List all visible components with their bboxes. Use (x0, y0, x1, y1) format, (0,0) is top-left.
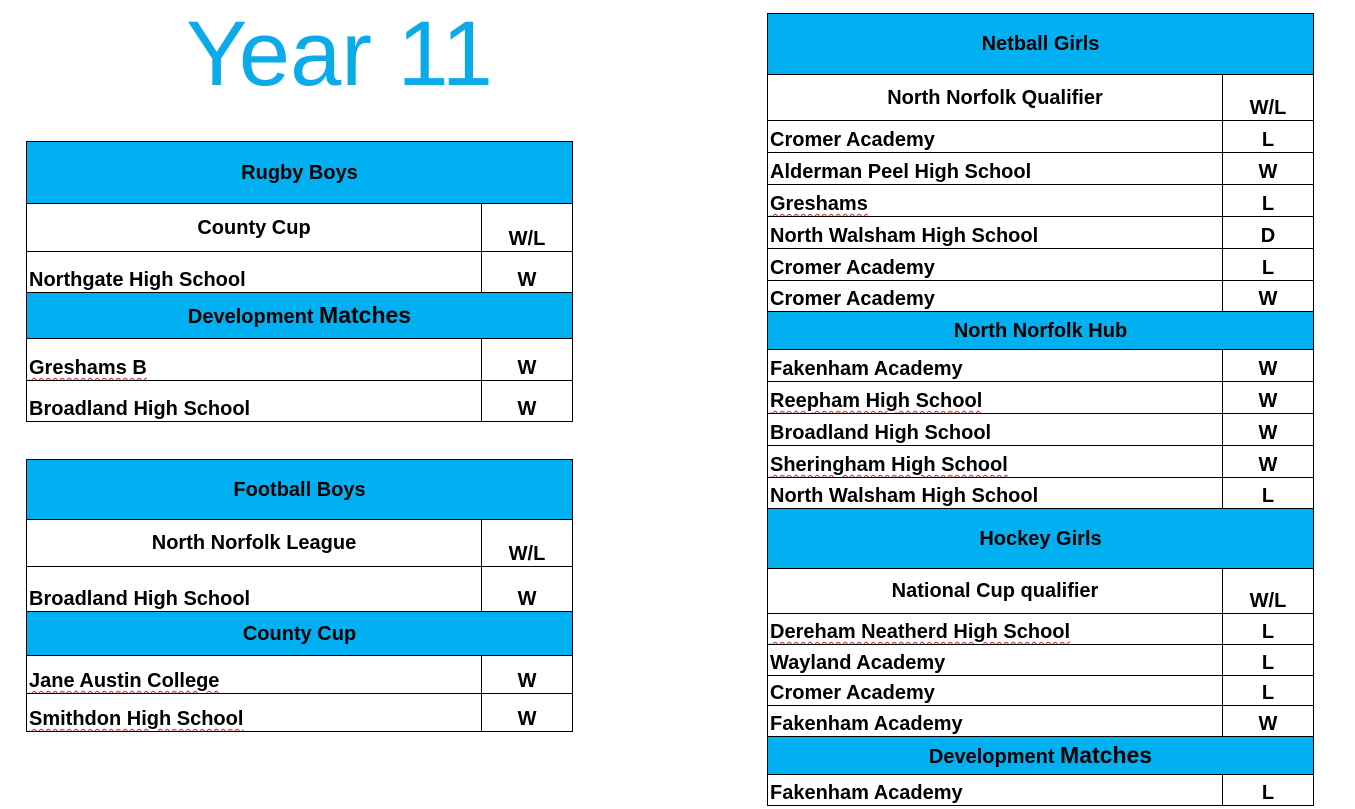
team-name: Cromer Academy (768, 249, 1223, 281)
table-row (27, 694, 573, 732)
table-row (768, 217, 1314, 249)
table-row (27, 339, 573, 381)
match-result: W (1223, 414, 1314, 446)
match-result: W (1223, 281, 1314, 312)
team-name: North Walsham High School (768, 217, 1223, 249)
table-row (768, 281, 1314, 312)
netball-competition-heading: North Norfolk Qualifier (768, 75, 1223, 121)
team-name-text: Jane Austin College (29, 670, 220, 692)
team-name: Wayland Academy (768, 645, 1223, 676)
match-result: W (1223, 446, 1314, 478)
table-row (27, 567, 573, 612)
table-row (27, 381, 573, 422)
team-name: Cromer Academy (768, 121, 1223, 153)
match-result: W (1223, 382, 1314, 414)
match-result: W (1223, 706, 1314, 737)
match-result: W (482, 381, 573, 422)
team-name-text: Smithdon High School (29, 708, 244, 730)
table-row (27, 252, 573, 293)
table-row (768, 645, 1314, 676)
football-boys-table (26, 459, 573, 732)
team-name (768, 185, 1223, 217)
rugby-boys-title: Rugby Boys (27, 142, 573, 204)
team-name: Fakenham Academy (768, 775, 1223, 806)
match-result: W (482, 339, 573, 381)
match-result: W (482, 694, 573, 732)
table-row (768, 775, 1314, 806)
team-name: Alderman Peel High School (768, 153, 1223, 185)
team-name (27, 694, 482, 732)
page-title: Year 11 (186, 3, 493, 105)
table-row (768, 185, 1314, 217)
match-result: W (482, 567, 573, 612)
team-name: Northgate High School (27, 252, 482, 293)
team-name: Broadland High School (27, 381, 482, 422)
match-result: D (1223, 217, 1314, 249)
team-name-text: Greshams (770, 193, 868, 215)
team-name: Broadland High School (768, 414, 1223, 446)
section-label-main: Development (928, 746, 1055, 768)
match-result: W (482, 656, 573, 694)
table-row (768, 414, 1314, 446)
match-result: L (1223, 676, 1314, 706)
hockey-development-heading (768, 737, 1314, 775)
table-row (768, 478, 1314, 509)
football-boys-title: Football Boys (27, 460, 573, 520)
team-name (768, 614, 1223, 645)
match-result: W (1223, 153, 1314, 185)
table-row (768, 676, 1314, 706)
rugby-development-heading (27, 293, 573, 339)
team-name: Cromer Academy (768, 676, 1223, 706)
table-row (768, 350, 1314, 382)
football-county-cup-heading: County Cup (27, 612, 573, 656)
match-result: W (482, 252, 573, 293)
table-row (768, 153, 1314, 185)
section-label-small: Matches (319, 302, 412, 328)
team-name-text: Sheringham High School (770, 454, 1008, 476)
table-row (768, 121, 1314, 153)
team-name (768, 382, 1223, 414)
girls-results-table (767, 13, 1314, 806)
table-row (768, 382, 1314, 414)
table-row (768, 706, 1314, 737)
rugby-competition-heading: County Cup (27, 204, 482, 252)
match-result: L (1223, 614, 1314, 645)
team-name (27, 339, 482, 381)
team-name: Fakenham Academy (768, 706, 1223, 737)
team-name (27, 656, 482, 694)
team-name: Cromer Academy (768, 281, 1223, 312)
team-name-text: Dereham Neatherd High School (770, 621, 1071, 643)
team-name: North Walsham High School (768, 478, 1223, 509)
table-row (27, 656, 573, 694)
match-result: W (1223, 350, 1314, 382)
netball-wl-heading: W/L (1223, 75, 1314, 121)
match-result: L (1223, 775, 1314, 806)
team-name: Fakenham Academy (768, 350, 1223, 382)
table-row (768, 614, 1314, 645)
team-name-text: Reepham High School (770, 390, 983, 412)
hockey-wl-heading: W/L (1223, 569, 1314, 614)
rugby-boys-table (26, 141, 573, 422)
table-row (768, 446, 1314, 478)
netball-girls-title: Netball Girls (768, 14, 1314, 75)
netball-hub-heading: North Norfolk Hub (768, 312, 1314, 350)
team-name-text: Greshams B (29, 357, 147, 379)
table-row (768, 249, 1314, 281)
team-name (768, 446, 1223, 478)
hockey-girls-title: Hockey Girls (768, 509, 1314, 569)
rugby-wl-heading: W/L (482, 204, 573, 252)
match-result: L (1223, 478, 1314, 509)
section-label-small: Matches (1060, 742, 1153, 768)
football-competition-heading: North Norfolk League (27, 520, 482, 567)
section-label-main: Development (187, 306, 314, 328)
match-result: L (1223, 645, 1314, 676)
football-wl-heading: W/L (482, 520, 573, 567)
team-name: Broadland High School (27, 567, 482, 612)
match-result: L (1223, 185, 1314, 217)
match-result: L (1223, 121, 1314, 153)
hockey-competition-heading: National Cup qualifier (768, 569, 1223, 614)
match-result: L (1223, 249, 1314, 281)
